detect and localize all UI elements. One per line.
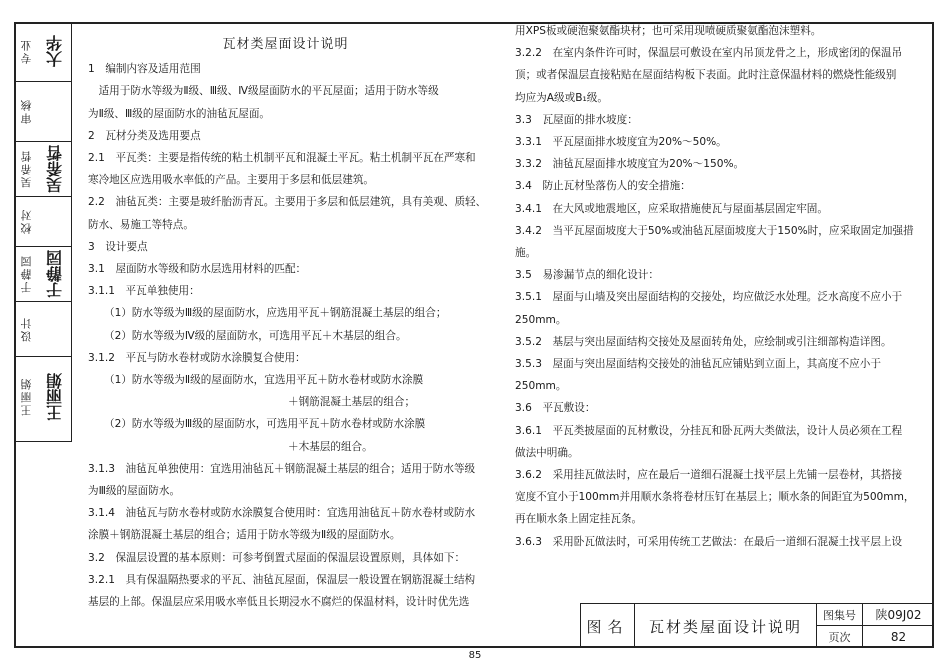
- paragraph-line: 涂膜＋钢筋混凝土基层的组合；适用于防水等级为Ⅱ级的屋面防水。: [88, 529, 401, 542]
- paragraph-line: （2）防水等级为Ⅳ级的屋面防水，可选用平瓦＋木基层的组合。: [104, 329, 407, 342]
- sheet-page-number: 82: [890, 630, 907, 644]
- signature: 大华: [45, 35, 65, 68]
- sidebar-label: 于静园: [14, 247, 39, 301]
- paragraph-line: 3.3.1 平瓦屋面排水坡度宜为20%～50%。: [515, 136, 727, 149]
- section-heading: 1 编制内容及适用范围: [88, 63, 201, 76]
- paragraph-line: 3.1.1 平瓦单独使用：: [88, 285, 200, 298]
- paragraph-line: 适用于防水等级为Ⅱ级、Ⅲ级、Ⅳ级屋面防水的平瓦屋面；适用于防水等级: [88, 85, 439, 98]
- signature: 王丽娟: [45, 373, 65, 421]
- paragraph-line: 3.2.1 具有保温隔热要求的平瓦、油毡瓦屋面，保温层一般设置在钢筋混凝土结构: [88, 573, 476, 586]
- page-label: 页次: [817, 626, 863, 648]
- sidebar-row: [14, 22, 71, 82]
- paragraph-line: 2.2 油毡瓦类：主要是玻纤胎沥青瓦。主要用于多层和低层建筑，具有美观、质轻、: [88, 196, 487, 209]
- signature: 吴希哲: [45, 145, 65, 193]
- sidebar-label: 吴希哲: [14, 142, 39, 196]
- atlas-number-label: 图集号: [817, 604, 863, 626]
- paragraph-line: ＋钢筋混凝土基层的组合；: [288, 396, 416, 409]
- paragraph-line: 3.1.4 油毡瓦与防水卷材或防水涂膜复合使用时：宜选用油毡瓦＋防水卷材或防水: [88, 507, 476, 520]
- section-heading: 3.6 平瓦敷设：: [515, 402, 596, 415]
- sidebar-row: [14, 197, 71, 247]
- sidebar-row: [14, 247, 71, 302]
- sidebar-label: 审核: [14, 82, 39, 141]
- signature: [39, 302, 71, 356]
- paragraph-line: 再在顺水条上固定挂瓦条。: [515, 513, 643, 526]
- title-block: [580, 603, 934, 648]
- paragraph-line: 250mm。: [515, 313, 567, 326]
- paragraph-line: 宽度不宜小于100mm并用顺水条将卷材压钉在基层上；顺水条的间距宜为500mm，: [515, 491, 915, 504]
- sidebar-label: 专业: [14, 22, 39, 81]
- paragraph-line: ＋木基层的组合。: [288, 440, 373, 453]
- paragraph-line: 3.1 屋面防水等级和防水层选用材料的匹配：: [88, 263, 307, 276]
- sidebar-row: [14, 357, 71, 437]
- section-heading: 3 设计要点: [88, 240, 148, 253]
- paragraph-line: 3.5.1 屋面与山墙及突出屋面结构的交接处，均应做泛水处理。泛水高度不应小于: [515, 291, 903, 304]
- paragraph-line: 为Ⅲ级的屋面防水。: [88, 485, 181, 498]
- sidebar-row: [14, 82, 71, 142]
- sidebar-label: 校对: [14, 197, 39, 246]
- paragraph-line: 寒冷地区应选用吸水率低的产品。主要用于多层和低层建筑。: [88, 174, 375, 187]
- paragraph-line: 3.6.2 采用挂瓦做法时，应在最后一道细石混凝土找平层上先铺一层卷材，其搭接: [515, 469, 903, 482]
- paragraph-line: 3.3.2 油毡瓦屋面排水坡度宜为20%～150%。: [515, 158, 745, 171]
- drawing-name: 瓦材类屋面设计说明: [635, 604, 817, 648]
- paragraph-line: 做法中明确。: [515, 446, 579, 459]
- section-heading: 3.4 防止瓦材坠落伤人的安全措施：: [515, 180, 691, 193]
- section-heading: 3.5 易渗漏节点的细化设计：: [515, 269, 659, 282]
- paragraph-line: 3.2 保温层设置的基本原则：可参考倒置式屋面的保温层设置原则，具体如下：: [88, 551, 466, 564]
- paragraph-line: 均应为A级或B₁级。: [515, 91, 608, 104]
- paragraph-line: 3.5.2 基层与突出屋面结构交接处及屋面转角处，应绘制或引注细部构造详图。: [515, 335, 892, 348]
- paragraph-line: 3.4.1 在大风或地震地区，应采取措施使瓦与屋面基层固定牢固。: [515, 202, 828, 215]
- paragraph-line: 施。: [515, 247, 537, 260]
- section-heading: 3.3 瓦屋面的排水坡度：: [515, 113, 638, 126]
- paragraph-line: 3.6.3 采用卧瓦做法时，可采用传统工艺做法：在最后一道细石混凝土找平层上设: [515, 535, 903, 548]
- paragraph-line: 3.5.3 屋面与突出屋面结构交接处的油毡瓦应铺贴到立面上，其高度不应小于: [515, 358, 881, 371]
- sidebar-row: [14, 142, 71, 197]
- paragraph-line: 3.4.2 当平瓦屋面坡度大于50%或油毡瓦屋面坡度大于150%时，应采取固定加强措: [515, 224, 914, 237]
- atlas-info: [817, 604, 934, 648]
- paragraph-line: 顶；或者保温层直接粘贴在屋面结构板下表面。此时注意保温材料的燃烧性能级别: [515, 69, 897, 82]
- signature: 于静园: [45, 250, 65, 298]
- sidebar-label: 王丽娟: [14, 357, 39, 437]
- drawing-name-label: 图名: [581, 604, 635, 648]
- right-text-column: [515, 20, 920, 553]
- paragraph-line: 3.1.2 平瓦与防水卷材或防水涂膜复合使用：: [88, 351, 306, 364]
- page-number: 85: [468, 650, 482, 661]
- approval-sidebar: [14, 22, 72, 442]
- paragraph-line: 250mm。: [515, 380, 567, 393]
- section-heading: 2 瓦材分类及选用要点: [88, 129, 201, 142]
- paragraph-line: 3.6.1 平瓦类披屋面的瓦材敷设，分挂瓦和卧瓦两大类做法，设计人员必须在工程: [515, 424, 903, 437]
- paragraph-line: 用XPS板或硬泡聚氨酯块材；也可采用现喷硬质聚氨酯泡沫塑料。: [515, 25, 822, 37]
- paragraph-line: 3.1.3 油毡瓦单独使用：宜选用油毡瓦＋钢筋混凝土基层的组合；适用于防水等级: [88, 462, 476, 475]
- paragraph-line: （1）防水等级为Ⅲ级的屋面防水，应选用平瓦＋钢筋混凝土基层的组合；: [104, 307, 447, 320]
- paragraph-line: 3.2.2 在室内条件许可时，保温层可敷设在室内吊顶龙骨之上，形成密闭的保温吊: [515, 47, 903, 60]
- paragraph-line: 2.1 平瓦类：主要是指传统的粘土机制平瓦和混凝土平瓦。粘土机制平瓦在严寒和: [88, 152, 476, 165]
- sidebar-label: 设计: [14, 302, 39, 356]
- paragraph-line: 基层的上部。保温层应采用吸水率低且长期浸水不腐烂的保温材料，设计时优先选: [88, 596, 470, 609]
- paragraph-line: （2）防水等级为Ⅲ级的屋面防水，可选用平瓦＋防水卷材或防水涂膜: [104, 418, 426, 431]
- atlas-number: 陕09J02: [863, 604, 934, 626]
- document-title: 瓦材类屋面设计说明: [222, 37, 349, 52]
- paragraph-line: （1）防水等级为Ⅱ级的屋面防水，宜选用平瓦＋防水卷材或防水涂膜: [104, 374, 424, 387]
- sidebar-row: [14, 302, 71, 357]
- signature: [39, 197, 71, 246]
- left-text-column: [88, 34, 487, 613]
- paragraph-line: 防水、易施工等特点。: [88, 218, 194, 231]
- signature: [39, 82, 71, 141]
- paragraph-line: 为Ⅱ级、Ⅲ级的屋面防水的油毡瓦屋面。: [88, 107, 271, 120]
